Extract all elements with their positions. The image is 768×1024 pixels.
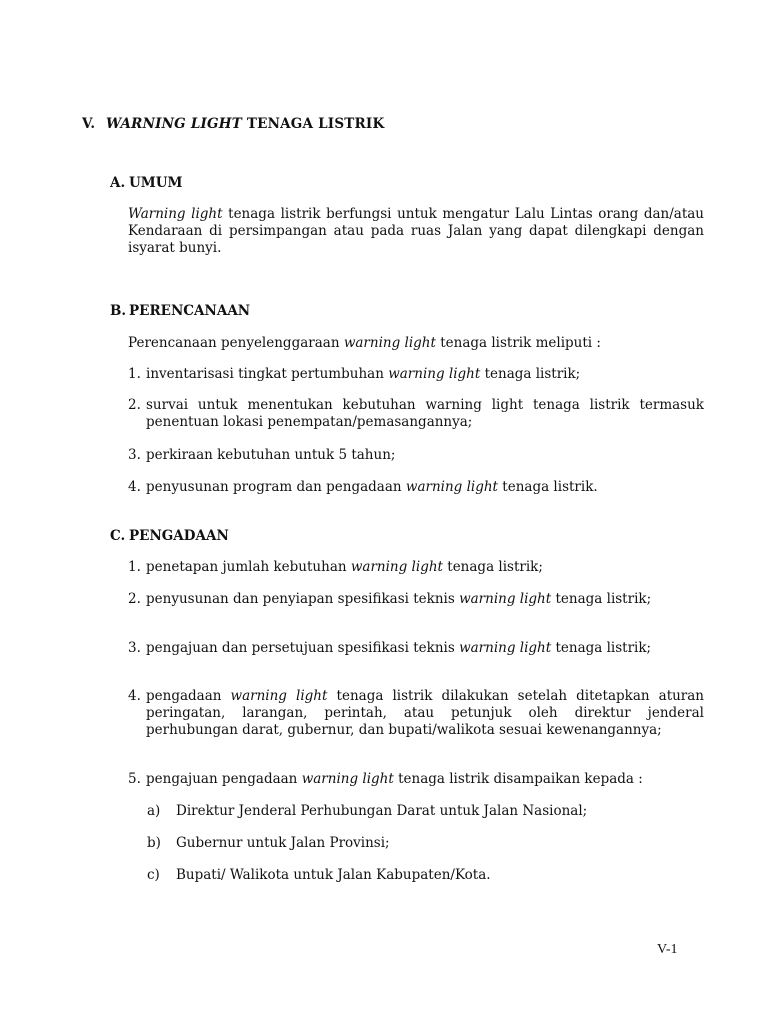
- list-item-b2: [128, 397, 704, 431]
- list-text-post: tenaga listrik;: [555, 640, 652, 656]
- chapter-title-italic: WARNING LIGHT: [106, 116, 242, 132]
- list-text-italic: warning light: [459, 640, 552, 656]
- list-text: [128, 771, 704, 788]
- list-text: perkiraan kebutuhan untuk 5 tahun;: [146, 447, 396, 463]
- list-text-post: tenaga listrik dilakukan setelah ditetapkan aturan peringatan, larangan, perintah, atau petunjuk oleh direktur jenderal perhubungan darat, gubernur, dan bupati/walikota sesuai kewenangannya;: [146, 688, 705, 738]
- list-item-c5: [128, 771, 704, 788]
- section-b-intro-pre: Perencanaan penyelenggaraan: [128, 335, 340, 351]
- list-text-italic: warning light: [301, 771, 394, 787]
- list-number: 1.: [128, 559, 141, 575]
- list-text-italic: warning light: [230, 688, 328, 704]
- list-text-pre: penetapan jumlah kebutuhan: [146, 559, 347, 575]
- section-a-letter: A.: [110, 175, 126, 191]
- sub-item-b: [147, 835, 704, 852]
- list-text-pre: penyusunan dan penyiapan spesifikasi teknis: [146, 591, 455, 607]
- list-number: 1.: [128, 366, 141, 382]
- list-text-italic: warning light: [459, 591, 552, 607]
- sub-item-text: Direktur Jenderal Perhubungan Darat untuk Jalan Nasional;: [176, 803, 588, 819]
- list-number: 3.: [128, 447, 141, 463]
- chapter-title: [82, 116, 384, 132]
- list-text: [128, 591, 704, 608]
- list-text-pre: pengajuan dan persetujuan spesifikasi teknis: [146, 640, 455, 656]
- list-text-pre: penyusunan program dan pengadaan: [146, 479, 402, 495]
- sub-item-label: a): [147, 803, 161, 819]
- section-a-para-italic: Warning light: [128, 206, 223, 222]
- list-text: [128, 479, 704, 496]
- sub-item-c: [147, 867, 704, 884]
- page-number: V-1: [657, 942, 678, 957]
- sub-item-label: c): [147, 867, 160, 883]
- list-item-b4: [128, 479, 704, 496]
- sub-item-label: b): [147, 835, 161, 851]
- section-b-title: PERENCANAAN: [129, 303, 251, 319]
- list-text-pre: pengadaan: [146, 688, 222, 704]
- sub-item-text: Bupati/ Walikota untuk Jalan Kabupaten/Kota.: [176, 867, 491, 883]
- section-a-paragraph: [128, 206, 704, 257]
- list-text: [128, 366, 704, 383]
- section-a-heading: [110, 175, 182, 191]
- list-text-italic: warning light: [350, 559, 443, 575]
- list-text-pre: pengajuan pengadaan: [146, 771, 298, 787]
- list-number: 4.: [128, 479, 141, 495]
- section-b-letter: B.: [110, 303, 127, 319]
- list-text: [128, 559, 704, 576]
- sub-item-a: [147, 803, 704, 820]
- list-text: [128, 640, 704, 657]
- list-text-post: tenaga listrik;: [447, 559, 543, 575]
- list-item-c4: [128, 688, 704, 739]
- list-number: 2.: [128, 591, 141, 607]
- list-number: 3.: [128, 640, 141, 656]
- section-c-heading: [110, 528, 229, 544]
- list-number: 2.: [128, 397, 141, 413]
- section-a-title: UMUM: [129, 175, 183, 191]
- list-number: 4.: [128, 688, 141, 704]
- list-item-c1: [128, 559, 704, 576]
- list-item-c3: [128, 640, 704, 657]
- list-text-pre: inventarisasi tingkat pertumbuhan: [146, 366, 384, 382]
- list-text-post: tenaga listrik;: [484, 366, 581, 382]
- list-text: [128, 688, 704, 739]
- list-text-post: tenaga listrik disampaikan kepada :: [398, 771, 643, 787]
- section-b-intro-italic: warning light: [343, 335, 436, 351]
- section-b-heading: [110, 303, 250, 319]
- section-c-title: PENGADAAN: [129, 528, 229, 544]
- chapter-number: V.: [82, 116, 96, 132]
- list-number: 5.: [128, 771, 141, 787]
- section-b-intro-post: tenaga listrik meliputi :: [440, 335, 601, 351]
- list-text-post: tenaga listrik.: [502, 479, 598, 495]
- list-item-b1: [128, 366, 704, 383]
- list-item-c2: [128, 591, 704, 608]
- list-text-post: tenaga listrik;: [555, 591, 652, 607]
- section-b-intro: [128, 335, 704, 352]
- list-text-italic: warning light: [388, 366, 481, 382]
- section-a-para-text: tenaga listrik berfungsi untuk mengatur Lalu Lintas orang dan/atau Kendaraan di persimpangan atau pada ruas Jalan yang dapat dilengkapi dengan isyarat bunyi.: [128, 206, 704, 256]
- list-text: survai untuk menentukan kebutuhan warning light tenaga listrik termasuk penentuan lokasi penempatan/pemasangannya;: [146, 397, 704, 430]
- list-text-italic: warning light: [405, 479, 498, 495]
- sub-item-text: Gubernur untuk Jalan Provinsi;: [176, 835, 390, 851]
- chapter-title-rest: TENAGA LISTRIK: [246, 116, 385, 132]
- list-item-b3: [128, 447, 704, 464]
- section-c-letter: C.: [110, 528, 126, 544]
